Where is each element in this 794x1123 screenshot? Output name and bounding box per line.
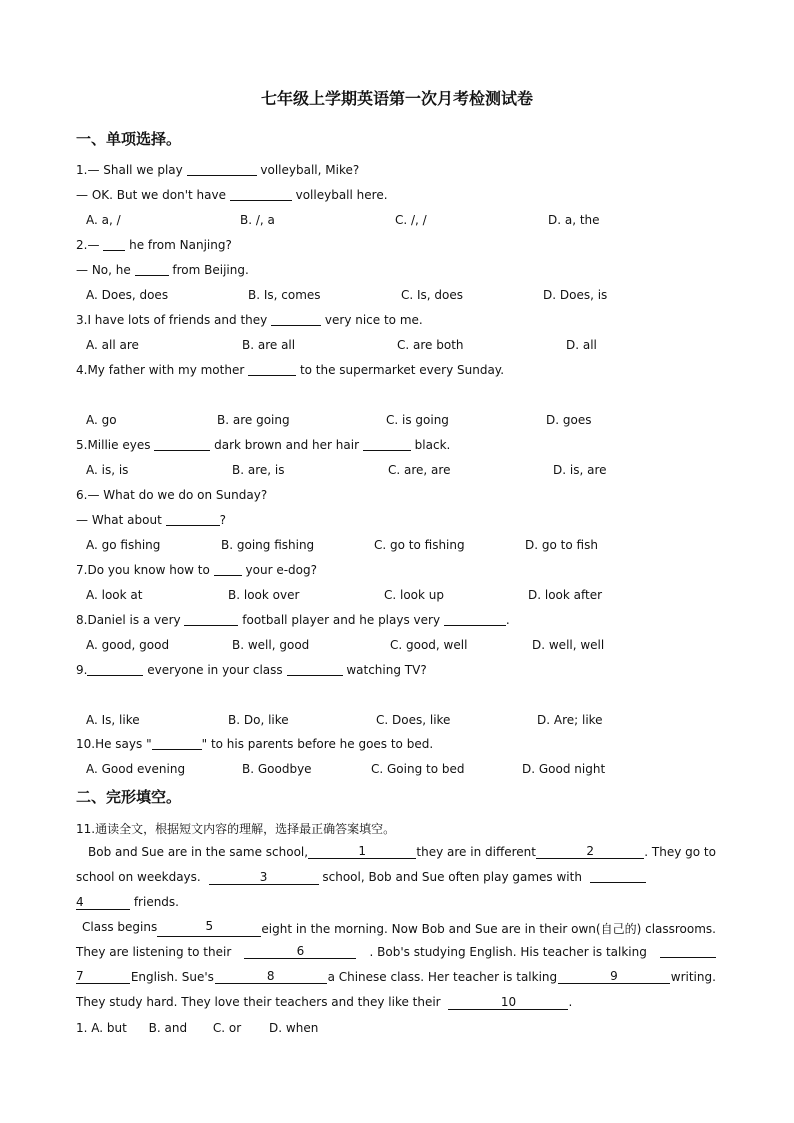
option-b: B. well, good xyxy=(232,638,310,652)
cloze-line-7 xyxy=(76,995,572,1010)
answer-blank xyxy=(214,563,242,576)
option-c: C. are both xyxy=(397,338,464,352)
passage-text: They are listening to their xyxy=(76,945,232,959)
question-text: to the supermarket every Sunday. xyxy=(299,363,505,377)
answer-blank xyxy=(87,663,143,676)
question-text: 5.Millie eyes xyxy=(76,438,151,452)
option-a: A. look at xyxy=(86,588,143,602)
answer-blank xyxy=(166,513,220,526)
option-b: B. look over xyxy=(228,588,300,602)
question-2-line-2 xyxy=(76,263,249,277)
question-text: very nice to me. xyxy=(324,313,423,327)
question-9-line-1 xyxy=(76,663,427,677)
question-1-line-2 xyxy=(76,188,388,202)
passage-text: . They go to xyxy=(644,845,716,859)
question-3-line-1 xyxy=(76,313,423,327)
option-b: B. are, is xyxy=(232,463,285,477)
option-a: A. Is, like xyxy=(86,713,140,727)
cloze-question-1-options xyxy=(76,1021,318,1035)
option-b: B. and xyxy=(148,1021,188,1035)
question-text: — No, he xyxy=(76,263,131,277)
numbered-blank: 7 xyxy=(76,970,130,984)
option-a: A. good, good xyxy=(86,638,170,652)
answer-blank xyxy=(230,188,292,201)
answer-blank xyxy=(154,438,210,451)
option-a: A. go fishing xyxy=(86,538,161,552)
answer-blank xyxy=(135,263,169,276)
option-b: B. are going xyxy=(217,413,290,427)
option-a: A. go xyxy=(86,413,117,427)
question-text: 2.— xyxy=(76,238,100,252)
passage-text: writing. xyxy=(670,970,716,984)
passage-text: school, Bob and Sue often play games with xyxy=(322,870,582,884)
option-d: D. goes xyxy=(546,413,592,427)
numbered-blank: 4 xyxy=(76,896,130,910)
question-text: watching TV? xyxy=(346,663,427,677)
question-10-line-1 xyxy=(76,737,433,751)
cloze-line-3 xyxy=(76,895,179,910)
answer-blank xyxy=(271,313,321,326)
option-d: D. look after xyxy=(528,588,603,602)
question-6-line-2 xyxy=(76,513,226,527)
option-d: D. is, are xyxy=(553,463,607,477)
question-4-line-1 xyxy=(76,363,504,377)
passage-text: They study hard. They love their teachers and they like their xyxy=(76,995,441,1009)
passage-text: Bob and Sue are in the same school, xyxy=(88,845,309,859)
numbered-blank: 1 xyxy=(308,845,416,859)
question-8-line-1 xyxy=(76,613,510,627)
question-text: 7.Do you know how to xyxy=(76,563,210,577)
question-text: volleyball here. xyxy=(295,188,388,202)
option-b: B. Goodbye xyxy=(242,762,312,776)
option-a: A. Does, does xyxy=(86,288,169,302)
cloze-line-4 xyxy=(76,920,716,937)
cloze-line-6 xyxy=(76,970,716,984)
passage-text: . xyxy=(568,995,573,1009)
page-title: 七年级上学期英语第一次月考检测试卷 xyxy=(260,89,533,108)
option-d: D. Does, is xyxy=(543,288,608,302)
option-c: C. Going to bed xyxy=(371,762,465,776)
question-text: 6.— What do we do on Sunday? xyxy=(76,488,268,502)
passage-text: Class begins xyxy=(82,920,158,934)
answer-blank xyxy=(187,163,257,176)
answer-blank xyxy=(248,363,296,376)
question-text: from Beijing. xyxy=(172,263,249,277)
passage-text: a Chinese class. Her teacher is talking xyxy=(327,970,558,984)
answer-blank xyxy=(103,238,125,251)
cloze-line-2 xyxy=(76,870,646,885)
cloze-line-1 xyxy=(76,845,716,859)
question-2-line-1 xyxy=(76,238,232,252)
question-text: he from Nanjing? xyxy=(129,238,232,252)
question-6-line-1 xyxy=(76,488,267,502)
passage-text: eight in the morning. Now Bob and Sue are in their own(自己的) classrooms. xyxy=(261,922,716,936)
answer-blank xyxy=(444,613,506,626)
option-b: B. Do, like xyxy=(228,713,289,727)
question-text: — What about xyxy=(76,513,162,527)
answer-blank xyxy=(287,663,343,676)
passage-text: . Bob's studying English. His teacher is talking xyxy=(369,945,647,959)
option-d: D. Are; like xyxy=(537,713,603,727)
passage-text: English. Sue's xyxy=(130,970,214,984)
cloze-line-5 xyxy=(76,945,716,959)
numbered-blank: 6 xyxy=(244,945,356,959)
option-a: A. all are xyxy=(86,338,139,352)
cloze-instructions: 11.通读全文，根据短文内容的理解，选择最正确答案填空。 xyxy=(76,822,396,836)
option-d: D. go to fish xyxy=(525,538,598,552)
section-heading-cloze: 二、完形填空。 xyxy=(76,788,182,806)
section-heading-multiple-choice: 一、单项选择。 xyxy=(76,130,182,148)
option-b: B. are all xyxy=(242,338,296,352)
numbered-blank: 9 xyxy=(558,970,670,984)
option-d: D. Good night xyxy=(522,762,606,776)
question-text: 9. xyxy=(76,663,88,677)
option-a: 1. A. but xyxy=(76,1021,127,1035)
question-text: everyone in your class xyxy=(147,663,283,677)
passage-text: school on weekdays. xyxy=(76,870,201,884)
option-c: C. /, / xyxy=(395,213,427,227)
question-text: black. xyxy=(414,438,451,452)
numbered-blank: 3 xyxy=(209,871,319,885)
question-text: . xyxy=(505,613,510,627)
option-a: A. is, is xyxy=(86,463,129,477)
option-c: C. Is, does xyxy=(401,288,464,302)
question-1-line-1 xyxy=(76,163,359,177)
numbered-blank: 8 xyxy=(215,970,327,984)
option-b: B. going fishing xyxy=(221,538,315,552)
answer-blank xyxy=(184,613,238,626)
question-text: ? xyxy=(219,513,226,527)
option-c: C. are, are xyxy=(388,463,451,477)
question-text: 3.I have lots of friends and they xyxy=(76,313,268,327)
option-c: C. look up xyxy=(384,588,445,602)
question-text: — OK. But we don't have xyxy=(76,188,226,202)
question-text: 8.Daniel is a very xyxy=(76,613,181,627)
answer-blank xyxy=(152,737,202,750)
option-a: A. Good evening xyxy=(86,762,186,776)
passage-text: they are in different xyxy=(416,845,536,859)
question-7-line-1 xyxy=(76,563,317,577)
numbered-blank: 2 xyxy=(536,845,644,859)
question-text: your e-dog? xyxy=(245,563,317,577)
question-text: 1.— Shall we play xyxy=(76,163,183,177)
option-c: C. good, well xyxy=(390,638,468,652)
option-b: B. Is, comes xyxy=(248,288,321,302)
question-text: volleyball, Mike? xyxy=(260,163,360,177)
question-text: 4.My father with my mother xyxy=(76,363,245,377)
question-text: football player and he plays very xyxy=(242,613,441,627)
option-c: C. Does, like xyxy=(376,713,451,727)
answer-blank xyxy=(660,945,716,958)
question-text: " to his parents before he goes to bed. xyxy=(201,737,434,751)
option-d: D. a, the xyxy=(548,213,600,227)
option-d: D. well, well xyxy=(532,638,605,652)
question-text: 10.He says " xyxy=(76,737,152,751)
passage-text: friends. xyxy=(133,895,179,909)
question-5-line-1 xyxy=(76,438,450,452)
option-c: C. or xyxy=(212,1021,242,1035)
question-text: dark brown and her hair xyxy=(214,438,360,452)
option-b: B. /, a xyxy=(240,213,275,227)
answer-blank xyxy=(590,870,646,883)
numbered-blank: 10 xyxy=(448,996,568,1010)
option-d: D. when xyxy=(269,1021,319,1035)
option-c: C. go to fishing xyxy=(374,538,465,552)
answer-blank xyxy=(363,438,411,451)
option-a: A. a, / xyxy=(86,213,121,227)
option-d: D. all xyxy=(566,338,597,352)
option-c: C. is going xyxy=(386,413,449,427)
numbered-blank: 5 xyxy=(157,920,261,937)
